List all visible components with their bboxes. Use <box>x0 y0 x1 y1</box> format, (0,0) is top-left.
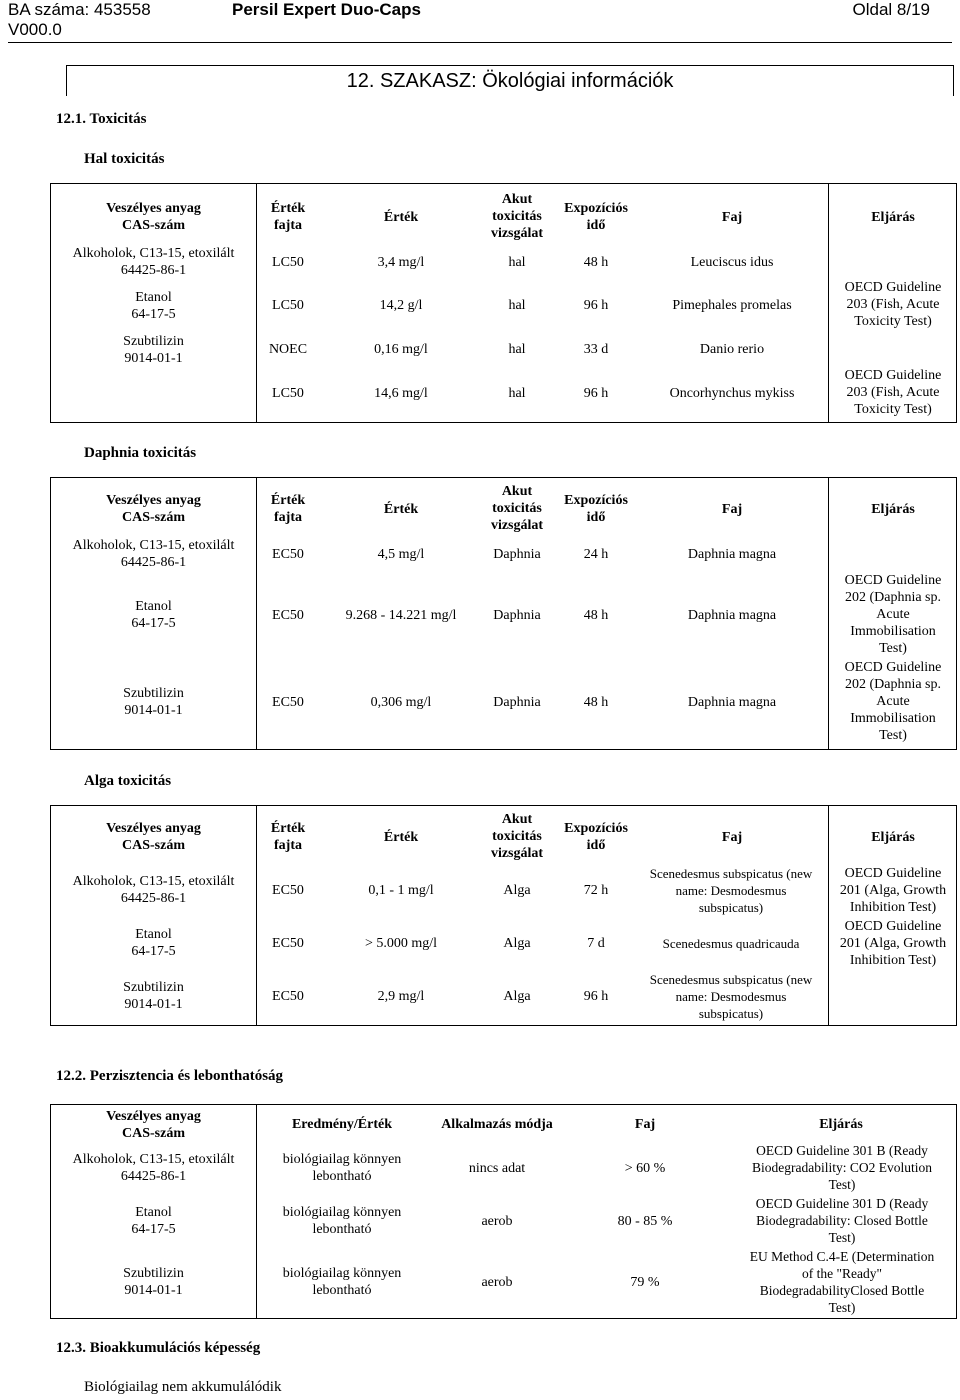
row-test: Daphnia <box>493 608 541 623</box>
substance-1: Alkoholok, C13-15, etoxilált 64425-86-1 <box>72 538 235 570</box>
method-1: OECD Guideline 203 (Fish, Acute Toxicity Test) <box>844 280 942 329</box>
header-exposure: Expozíciós idő <box>564 493 628 525</box>
row-species: Scenedesmus subspicatus (new name: Desmodesmus subspicatus) <box>649 866 813 915</box>
header-value-type: Érték fajta <box>270 201 306 233</box>
row-application: nincs adat <box>468 1161 526 1176</box>
header-application: Alkalmazás módja <box>441 1117 553 1132</box>
row-value-type: EC50 <box>272 989 304 1004</box>
header-value-type: Érték fajta <box>270 493 306 525</box>
header-value: Érték <box>383 502 419 517</box>
header-acute-test: Akut toxicitás vizsgálat <box>490 484 544 533</box>
row-value: 79 % <box>630 1275 660 1290</box>
row-value-type: LC50 <box>272 298 304 313</box>
header-substance: Veszélyes anyag CAS-szám <box>106 493 201 525</box>
header-result: Eredmény/Érték <box>291 1117 393 1132</box>
row-time: 7 d <box>587 936 605 951</box>
row-value: 3,4 mg/l <box>377 255 425 270</box>
product-name: Persil Expert Duo-Caps <box>232 0 421 19</box>
bioaccumulation-heading: 12.3. Bioakkumulációs képesség <box>56 1340 261 1356</box>
row-test: Alga <box>503 936 531 951</box>
header-method: Eljárás <box>871 210 915 225</box>
row-value-type: EC50 <box>272 936 304 951</box>
column-divider <box>256 184 257 422</box>
header-value-type: Érték fajta <box>270 821 306 853</box>
header-substance: Veszélyes anyag CAS-szám <box>106 1109 201 1141</box>
row-value-type: LC50 <box>272 255 304 270</box>
bioaccumulation-text: Biológiailag nem akkumulálódik <box>84 1379 282 1395</box>
header-acute-test: Akut toxicitás vizsgálat <box>490 812 544 861</box>
row-value: 9.268 - 14.221 mg/l <box>345 608 457 623</box>
fish-toxicity-table <box>50 183 957 423</box>
row-value-type: LC50 <box>272 386 304 401</box>
row-test: hal <box>508 342 526 357</box>
row-time: 96 h <box>583 298 609 313</box>
ba-number: BA száma: 453558 <box>8 0 151 19</box>
row-value: > 60 % <box>624 1161 666 1176</box>
header-acute-test: Akut toxicitás vizsgálat <box>490 192 544 241</box>
row-value-type: EC50 <box>272 883 304 898</box>
column-divider <box>256 806 257 1025</box>
row-test: Daphnia <box>493 547 541 562</box>
column-divider <box>256 478 257 749</box>
substance-2: Etanol 64-17-5 <box>131 599 176 631</box>
daphnia-toxicity-table <box>50 477 957 750</box>
row-test: hal <box>508 255 526 270</box>
method-1: OECD Guideline 201 (Alga, Growth Inhibition Test) <box>839 866 947 915</box>
substance-2: Etanol 64-17-5 <box>131 290 176 322</box>
row-value: 80 - 85 % <box>617 1214 673 1229</box>
row-value: 4,5 mg/l <box>377 547 425 562</box>
row-time: 72 h <box>583 883 609 898</box>
substance-1: Alkoholok, C13-15, etoxilált 64425-86-1 <box>72 1152 235 1184</box>
header-method: Eljárás <box>871 830 915 845</box>
row-value: 0,16 mg/l <box>374 342 428 357</box>
section-title: 12. SZAKASZ: Ökológiai információk <box>66 65 954 96</box>
method-2: OECD Guideline 201 (Alga, Growth Inhibition Test) <box>839 919 947 968</box>
row-test: Alga <box>503 883 531 898</box>
row-species: Daphnia magna <box>687 608 777 623</box>
header-value: Érték <box>383 210 419 225</box>
row-value: 0,1 - 1 mg/l <box>368 883 434 898</box>
row-species: Pimephales promelas <box>672 298 792 313</box>
version: V000.0 <box>8 20 62 39</box>
row-application: aerob <box>481 1214 513 1229</box>
row-value-type: EC50 <box>272 608 304 623</box>
header-exposure: Expozíciós idő <box>564 201 628 233</box>
daphnia-toxicity-title: Daphnia toxicitás <box>84 445 197 461</box>
row-value: 14,2 g/l <box>379 298 423 313</box>
header-substance: Veszélyes anyag CAS-szám <box>106 201 201 233</box>
substance-2: Etanol 64-17-5 <box>131 1205 176 1237</box>
toxicity-heading: 12.1. Toxicitás <box>56 111 147 127</box>
row-time: 33 d <box>583 342 609 357</box>
header-species: Faj <box>721 502 743 517</box>
algae-toxicity-title: Alga toxicitás <box>84 773 172 789</box>
method-2: OECD Guideline 203 (Fish, Acute Toxicity Test) <box>844 368 942 417</box>
method-1: OECD Guideline 202 (Daphnia sp. Acute Immobilisation Test) <box>844 573 942 656</box>
header-substance: Veszélyes anyag CAS-szám <box>106 821 201 853</box>
row-value-type: EC50 <box>272 547 304 562</box>
row-time: 24 h <box>583 547 609 562</box>
row-value: > 5.000 mg/l <box>364 936 438 951</box>
substance-1: Alkoholok, C13-15, etoxilált 64425-86-1 <box>72 874 235 906</box>
row-species: Scenedesmus quadricauda <box>662 936 800 951</box>
header-species: Faj <box>721 210 743 225</box>
persistence-table <box>50 1104 957 1319</box>
row-test: Alga <box>503 989 531 1004</box>
row-result: biológiailag könnyen lebontható <box>282 1152 402 1184</box>
row-species: Danio rerio <box>699 342 765 357</box>
row-test: hal <box>508 298 526 313</box>
row-application: aerob <box>481 1275 513 1290</box>
row-result: biológiailag könnyen lebontható <box>282 1266 402 1298</box>
algae-toxicity-table <box>50 805 957 1026</box>
fish-toxicity-title: Hal toxicitás <box>84 151 165 167</box>
page-number: Oldal 8/19 <box>852 0 930 19</box>
header-method: Eljárás <box>819 1117 863 1132</box>
column-divider <box>256 1105 257 1318</box>
substance-3: Szubtilizin 9014-01-1 <box>123 334 184 366</box>
header-exposure: Expozíciós idő <box>564 821 628 853</box>
row-method: OECD Guideline 301 D (Ready Biodegradability: Closed Bottle Test) <box>755 1196 929 1245</box>
row-method: OECD Guideline 301 B (Ready Biodegradability: CO2 Evolution Test) <box>752 1143 932 1192</box>
row-species: Leuciscus idus <box>690 255 774 270</box>
row-time: 48 h <box>583 255 609 270</box>
row-value: 2,9 mg/l <box>377 989 425 1004</box>
persistence-heading: 12.2. Perzisztencia és lebonthatóság <box>56 1068 284 1084</box>
header-value: Érték <box>383 830 419 845</box>
row-species: Daphnia magna <box>687 695 777 710</box>
header-divider <box>8 42 952 43</box>
row-result: biológiailag könnyen lebontható <box>282 1205 402 1237</box>
row-method: EU Method C.4-E (Determination of the "Ready" BiodegradabilityClosed Bottle Test) <box>749 1249 935 1315</box>
header-species: Faj <box>634 1117 656 1132</box>
row-test: Daphnia <box>493 695 541 710</box>
row-species: Oncorhynchus mykiss <box>669 386 795 401</box>
row-value: 14,6 mg/l <box>374 386 428 401</box>
row-value: 0,306 mg/l <box>370 695 432 710</box>
substance-3: Szubtilizin 9014-01-1 <box>123 686 184 718</box>
row-species: Daphnia magna <box>687 547 777 562</box>
method-2: OECD Guideline 202 (Daphnia sp. Acute Immobilisation Test) <box>844 660 942 743</box>
row-test: hal <box>508 386 526 401</box>
row-species: Scenedesmus subspicatus (new name: Desmodesmus subspicatus) <box>649 972 813 1021</box>
row-time: 96 h <box>583 989 609 1004</box>
row-value-type: NOEC <box>268 342 308 357</box>
substance-1: Alkoholok, C13-15, etoxilált 64425-86-1 <box>72 246 235 278</box>
substance-3: Szubtilizin 9014-01-1 <box>123 980 184 1012</box>
substance-2: Etanol 64-17-5 <box>131 927 176 959</box>
header-species: Faj <box>721 830 743 845</box>
substance-3: Szubtilizin 9014-01-1 <box>123 1266 184 1298</box>
document-id <box>8 0 151 40</box>
header-method: Eljárás <box>871 502 915 517</box>
row-time: 48 h <box>583 608 609 623</box>
row-time: 48 h <box>583 695 609 710</box>
row-value-type: EC50 <box>272 695 304 710</box>
row-time: 96 h <box>583 386 609 401</box>
